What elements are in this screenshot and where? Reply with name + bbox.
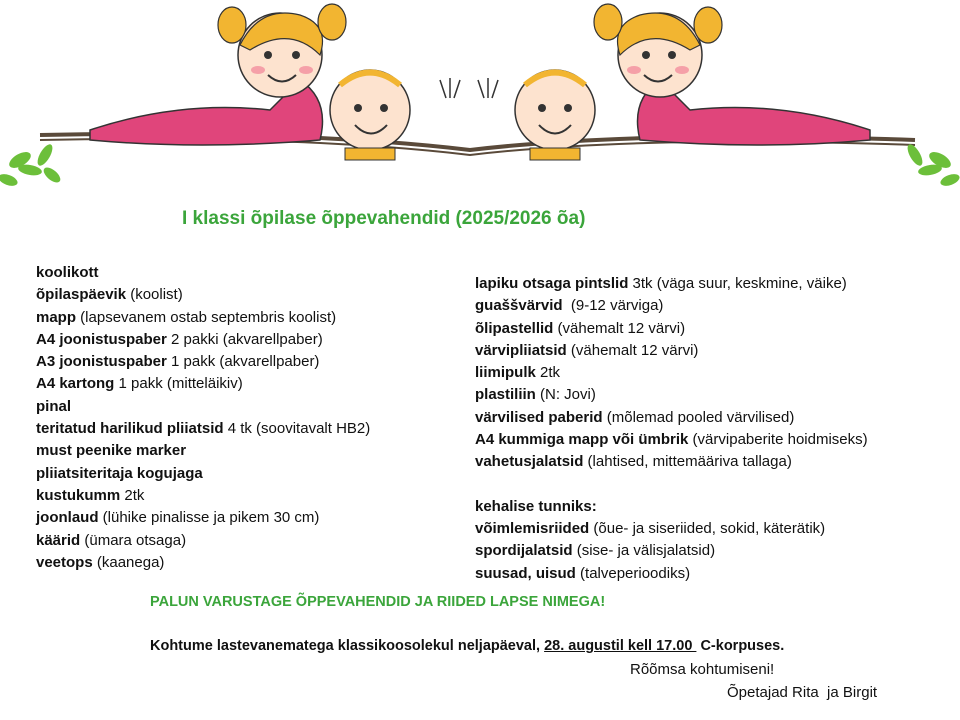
leaf-icon [905, 142, 960, 188]
leaf-icon [0, 142, 63, 188]
item-name: joonlaud [36, 509, 99, 527]
item-name: teritatud harilikud pliiatsid [36, 420, 224, 438]
list-item [36, 530, 370, 552]
item-name: lapiku otsaga pintslid [475, 275, 629, 292]
item-name: vahetusjalatsid [475, 453, 584, 471]
list-item [36, 485, 370, 507]
list-item [475, 295, 868, 317]
meeting-text-before: Kohtume lastevanematega klassikoosolekul neljapäeval, [150, 638, 545, 654]
item-detail: (ümara otsaga) [80, 531, 187, 549]
list-item [475, 563, 868, 585]
signature: Õpetajad Rita ja Birgit [727, 684, 878, 701]
list-item [36, 463, 370, 485]
list-item [36, 552, 370, 574]
item-name: koolikott [36, 264, 99, 281]
list-item [36, 284, 370, 306]
list-item [475, 407, 868, 429]
list-item [475, 429, 868, 451]
item-name: must peenike marker [36, 442, 187, 460]
list-item [36, 507, 370, 529]
list-item [475, 362, 868, 384]
list-item [475, 518, 868, 540]
item-name: pinal [36, 397, 72, 415]
supplies-list-right [475, 273, 868, 585]
item-detail: (lahtised, mittemääriva tallaga) [583, 453, 792, 471]
item-name: võimlemisriided [475, 519, 590, 537]
supplies-list-left [36, 262, 370, 574]
list-item [475, 318, 868, 340]
pe-heading-text: kehalise tunniks: [475, 497, 597, 515]
list-item [36, 418, 370, 440]
meeting-text-after: C-korpuses. [696, 638, 785, 654]
item-name: värvipliiatsid [475, 341, 567, 359]
item-name: liimipulk [475, 364, 536, 382]
item-name: mapp [36, 308, 77, 326]
item-name: pliiatsiteritaja kogujaga [36, 464, 203, 482]
item-detail: 1 pakk (akvarellpaber) [166, 353, 320, 371]
girl-figure-right [594, 4, 870, 145]
item-detail: (värvipaberite hoidmiseks) [688, 431, 868, 449]
list-item [36, 396, 370, 418]
item-detail: 2 pakki (akvarellpaber) [166, 330, 323, 348]
item-name: suusad, uisud [475, 564, 576, 582]
item-detail: (9-12 värviga) [562, 297, 664, 315]
item-detail: (sise- ja välisjalatsid) [572, 542, 716, 560]
name-label-notice: PALUN VARUSTAGE ÕPPEVAHENDID JA RIIDED LAPSE NIMEGA! [150, 594, 606, 610]
page-title: I klassi õpilase õppevahendid (2025/2026 õa) [182, 208, 586, 229]
item-detail: 2tk [535, 364, 561, 382]
list-item [36, 440, 370, 462]
item-name: spordijalatsid [475, 542, 573, 560]
meeting-date: 28. augustil kell 17.00 [544, 638, 697, 654]
list-item [475, 384, 868, 406]
item-detail: (lühike pinalisse ja pikem 30 cm) [98, 509, 320, 527]
item-name: A4 kummiga mapp või ümbrik [475, 431, 689, 449]
item-name: käärid [36, 531, 81, 549]
item-detail: (N: Jovi) [535, 386, 596, 404]
item-detail: (lapsevanem ostab septembris koolist) [76, 308, 337, 326]
item-detail: (mõlemad pooled värvilised) [602, 408, 795, 426]
item-name: värvilised paberid [475, 408, 603, 426]
list-item [36, 307, 370, 329]
item-name: A4 joonistuspaber [36, 330, 167, 348]
list-item [475, 540, 868, 562]
item-name: A4 kartong [36, 375, 115, 393]
spacer [475, 474, 868, 496]
item-detail: (koolist) [126, 286, 183, 304]
pe-heading [475, 496, 868, 518]
item-detail: (kaanega) [92, 553, 165, 571]
item-detail: 4 tk (soovitavalt HB2) [223, 420, 371, 438]
item-name: õpilaspäevik [36, 286, 127, 304]
item-name: õlipastellid [475, 319, 554, 337]
item-name: plastiliin [475, 386, 536, 404]
list-item [36, 373, 370, 395]
greeting: Rõõmsa kohtumiseni! [630, 661, 775, 678]
item-detail: 2tk [120, 486, 145, 504]
list-item [36, 351, 370, 373]
list-item [36, 262, 370, 284]
item-name: kustukumm [36, 486, 121, 504]
item-detail: (õue- ja siseriided, sokid, käterätik) [589, 519, 826, 537]
item-name: guaššvärvid [475, 297, 563, 315]
item-name: A3 joonistuspaber [36, 353, 167, 371]
list-item [475, 273, 868, 295]
children-on-branch-illustration [0, 0, 960, 195]
girl-figure-left [90, 4, 346, 145]
item-detail: 1 pakk (mitteläikiv) [114, 375, 243, 393]
meeting-announcement [150, 638, 784, 654]
list-item [475, 451, 868, 473]
item-name: veetops [36, 553, 93, 571]
list-item [475, 340, 868, 362]
list-item [36, 329, 370, 351]
item-detail: (vähemalt 12 värvi) [566, 341, 699, 359]
item-detail: (talveperioodiks) [575, 564, 691, 582]
item-detail: 3tk (väga suur, keskmine, väike) [628, 275, 847, 292]
item-detail: (vähemalt 12 värvi) [553, 319, 686, 337]
